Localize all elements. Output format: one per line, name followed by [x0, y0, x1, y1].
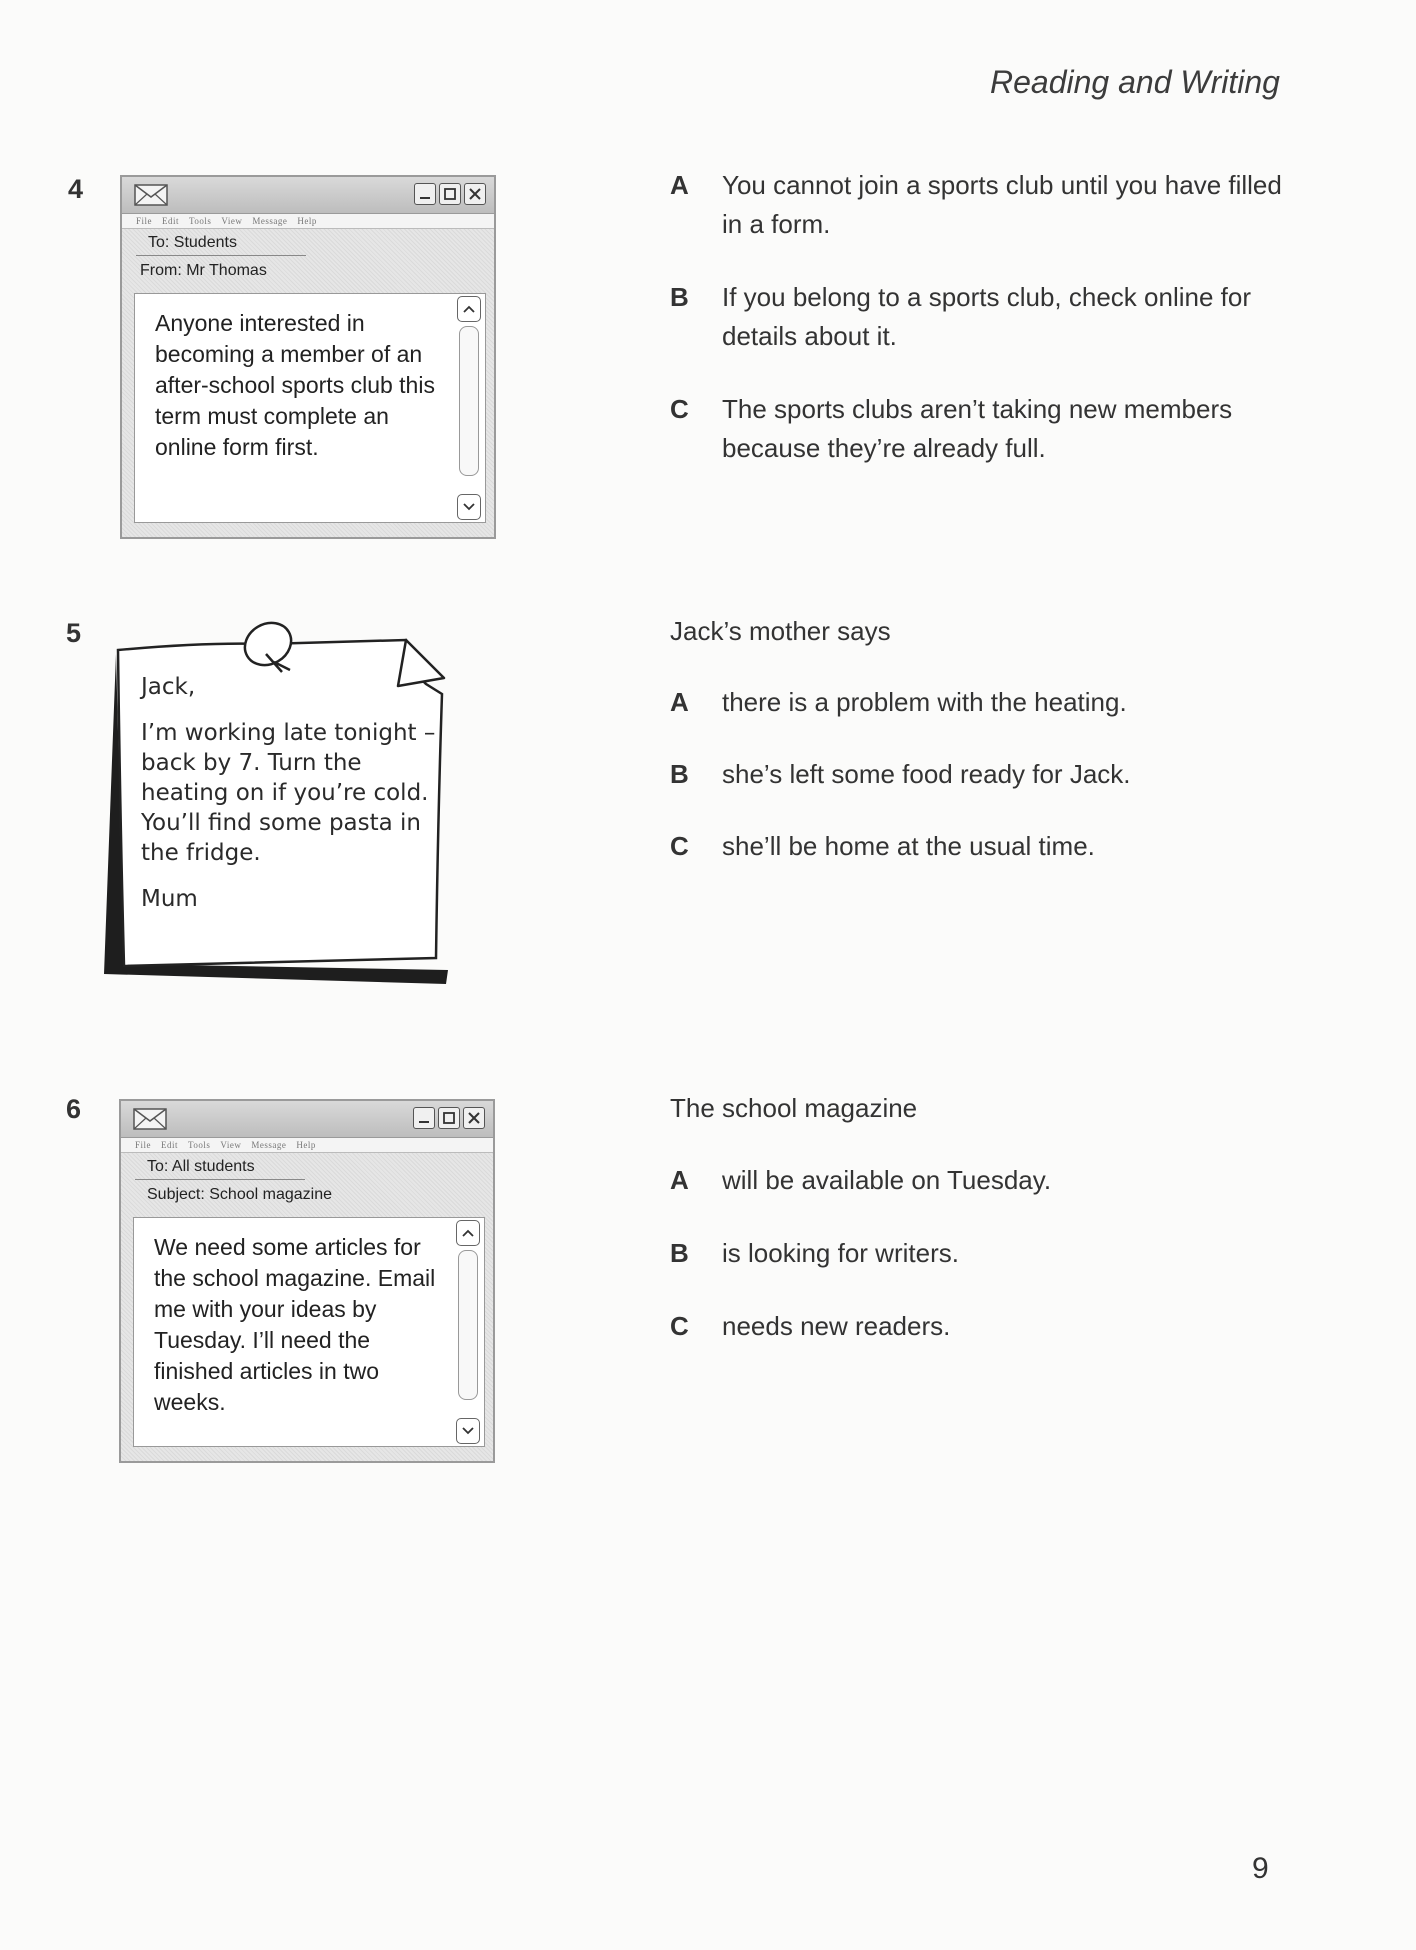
option-letter: A — [670, 170, 689, 200]
email-from: From: Mr Thomas — [140, 262, 267, 279]
option-text: The sports clubs aren’t taking new members because they’re already full. — [722, 394, 1233, 463]
email-body-box — [134, 293, 486, 523]
question-stem: The school magazine — [670, 1093, 918, 1123]
email-to-line — [122, 229, 494, 257]
note-greeting: Jack, — [141, 674, 196, 700]
option-letter: A — [670, 1165, 689, 1195]
menu-help[interactable]: Help — [297, 216, 317, 226]
menu-edit[interactable]: Edit — [161, 1140, 179, 1150]
envelope-icon — [133, 1107, 167, 1136]
menu-message[interactable]: Message — [251, 1140, 287, 1150]
maximize-icon[interactable] — [439, 183, 461, 205]
option-letter: B — [670, 1238, 689, 1268]
email-to: To: All students — [147, 1158, 255, 1175]
option-letter: A — [670, 687, 689, 717]
option-letter: B — [670, 282, 689, 312]
option-letter: C — [670, 1311, 689, 1341]
option-text: there is a problem with the heating. — [722, 687, 1127, 717]
maximize-icon[interactable] — [438, 1107, 460, 1129]
menu-view[interactable]: View — [221, 216, 243, 226]
menu-message[interactable]: Message — [252, 216, 288, 226]
option-text: she’s left some food ready for Jack. — [722, 759, 1131, 789]
close-icon[interactable] — [464, 183, 486, 205]
option-text: needs new readers. — [722, 1311, 951, 1341]
scroll-up-icon[interactable] — [456, 1220, 480, 1246]
email-body: We need some articles for the school magazine. Email me with your ideas by Tuesday. I’ll need the finished articles in two weeks. — [154, 1234, 436, 1415]
question-stem: Jack’s mother says — [670, 616, 891, 646]
menu-file[interactable]: File — [135, 1140, 152, 1150]
question-number: 5 — [66, 618, 82, 648]
minimize-icon[interactable] — [414, 183, 436, 205]
note-signoff: Mum — [141, 886, 198, 912]
scrollbar[interactable] — [457, 296, 481, 520]
email-window — [120, 175, 496, 539]
close-icon[interactable] — [463, 1107, 485, 1129]
menu-view[interactable]: View — [220, 1140, 242, 1150]
menu-help[interactable]: Help — [296, 1140, 316, 1150]
email-titlebar — [121, 1101, 493, 1138]
envelope-icon — [134, 183, 168, 212]
option-text: If you belong to a sports club, check online for details about it. — [722, 282, 1251, 351]
note-body: I’m working late tonight – back by 7. Turn the heating on if you’re cold. You’ll find some pasta in the fridge. — [141, 720, 436, 866]
page-header: Reading and Writing — [990, 64, 1280, 100]
scroll-track[interactable] — [459, 326, 479, 476]
scroll-down-icon[interactable] — [456, 1418, 480, 1444]
email-from-line — [122, 257, 494, 285]
menu-edit[interactable]: Edit — [162, 216, 180, 226]
email-to: To: Students — [148, 234, 237, 251]
question-number: 6 — [66, 1094, 82, 1124]
page-number: 9 — [1252, 1852, 1269, 1885]
option-text: she’ll be home at the usual time. — [722, 831, 1095, 861]
email-titlebar — [122, 177, 494, 214]
scroll-track[interactable] — [458, 1250, 478, 1400]
question-number: 4 — [68, 174, 84, 204]
option-letter: B — [670, 759, 689, 789]
option-text: will be available on Tuesday. — [722, 1165, 1052, 1195]
menu-file[interactable]: File — [136, 216, 153, 226]
email-subject: Subject: School magazine — [147, 1186, 332, 1203]
email-menubar — [121, 1138, 493, 1153]
email-subject-line — [121, 1181, 493, 1209]
email-body: Anyone interested in becoming a member of an after-school sports club this term must complete an online form first. — [155, 310, 435, 460]
email-body-box — [133, 1217, 485, 1447]
scroll-up-icon[interactable] — [457, 296, 481, 322]
option-text: You cannot join a sports club until you have filled in a form. — [722, 170, 1282, 239]
scroll-down-icon[interactable] — [457, 494, 481, 520]
menu-tools[interactable]: Tools — [189, 216, 212, 226]
option-letter: C — [670, 394, 689, 424]
option-text: is looking for writers. — [722, 1238, 959, 1268]
email-menubar — [122, 214, 494, 229]
menu-tools[interactable]: Tools — [188, 1140, 211, 1150]
email-window — [119, 1099, 495, 1463]
minimize-icon[interactable] — [413, 1107, 435, 1129]
option-letter: C — [670, 831, 689, 861]
scrollbar[interactable] — [456, 1220, 480, 1444]
email-to-line — [121, 1153, 493, 1181]
